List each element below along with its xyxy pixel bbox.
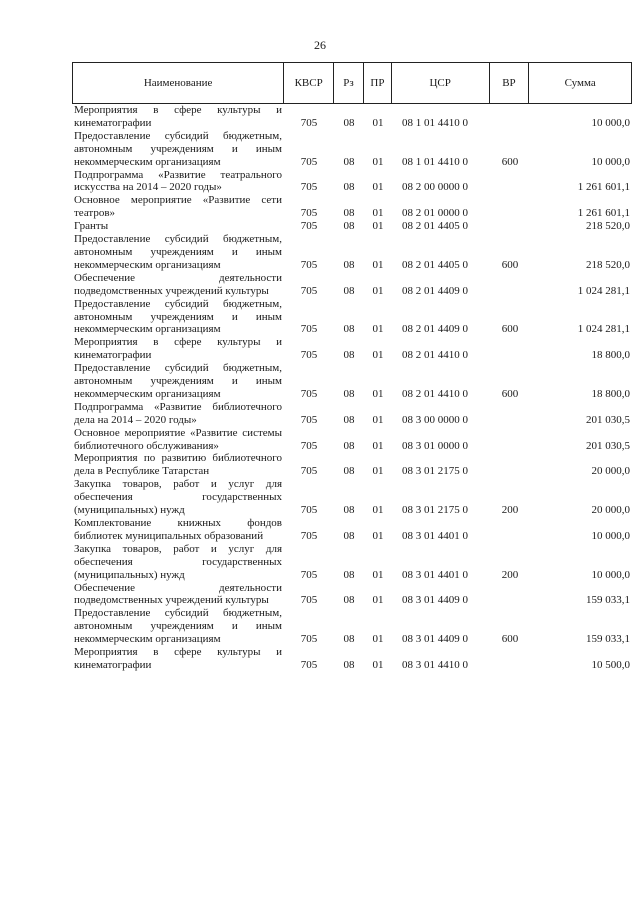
row-vr [490,582,530,608]
table-row [72,336,632,362]
row-kvsr: 705 [300,323,318,336]
row-sum: 159 033,1 [586,633,630,646]
row-vr: 600 [501,155,519,168]
row-vr [490,452,530,478]
row-kvsr: 705 [300,439,318,452]
header-rz: Рз [334,63,364,103]
row-kvsr: 705 [300,207,318,220]
table-row [72,233,632,272]
row-vr [490,336,530,362]
row-name: Предоставление субсидий бюджетным, автономным учреждениям и иным некоммерческим организациям [74,607,282,646]
row-kvsr: 705 [300,529,318,542]
row-pr: 01 [372,323,384,336]
row-sum: 18 800,0 [591,349,630,362]
row-pr: 01 [372,465,384,478]
table-row [72,194,632,220]
row-kvsr: 705 [300,568,318,581]
row-rz: 08 [343,284,355,297]
row-csr: 08 2 00 0000 0 [402,181,468,194]
row-csr: 08 3 01 2175 0 [402,465,468,478]
row-name: Подпрограмма «Развитие библиотечного дела на 2014 – 2020 годы» [74,400,282,426]
row-vr [490,104,530,130]
row-vr: 600 [501,323,519,336]
row-kvsr: 705 [300,349,318,362]
row-kvsr: 705 [300,658,318,671]
row-name: Предоставление субсидий бюджетным, автономным учреждениям и иным некоммерческим организациям [74,129,282,168]
row-sum: 1 024 281,1 [577,323,630,336]
table-row [72,401,632,427]
row-name: Предоставление субсидий бюджетным, автономным учреждениям и иным некоммерческим организациям [74,233,282,271]
table-row [72,130,632,169]
header-vr: ВР [490,63,530,103]
row-pr: 01 [372,207,384,220]
row-kvsr: 705 [300,594,318,607]
table-header [72,62,632,104]
row-sum: 18 800,0 [591,387,630,400]
row-rz: 08 [343,529,355,542]
row-name: Гранты [74,220,109,233]
table-row [72,104,632,130]
row-rz: 08 [343,323,355,336]
row-pr: 01 [372,181,384,194]
row-csr: 08 3 00 0000 0 [402,413,468,426]
row-vr [490,194,530,220]
row-pr: 01 [372,633,384,646]
header-csr: ЦСР [392,63,490,103]
row-rz: 08 [343,413,355,426]
row-rz: 08 [343,465,355,478]
row-name: Комплектование книжных фондов библиотек муниципальных образований [74,517,282,542]
row-pr: 01 [372,116,384,129]
row-csr: 08 3 01 2175 0 [402,504,468,517]
row-csr: 08 2 01 4409 0 [402,323,468,336]
table-row [72,452,632,478]
header-kvsr: КВСР [284,63,334,103]
header-pr: ПР [364,63,392,103]
row-pr: 01 [372,439,384,452]
row-kvsr: 705 [300,284,318,297]
row-kvsr: 705 [300,181,318,194]
header-name: Наименование [73,63,284,103]
table-row [72,607,632,646]
budget-table [72,62,632,672]
table-row [72,362,632,401]
table-row [72,427,632,453]
row-name: Подпрограмма «Развитие театрального искусства на 2014 – 2020 годы» [74,168,282,194]
row-name: Обеспечение деятельности подведомственных учреждений культуры [74,271,282,297]
row-csr: 08 3 01 4409 0 [402,594,468,607]
row-sum: 10 000,0 [591,155,630,168]
page-number: 26 [314,38,326,52]
row-pr: 01 [372,594,384,607]
row-kvsr: 705 [300,116,318,129]
row-name: Закупка товаров, работ и услуг для обеспечения государственных (муниципальных) нужд [74,542,282,581]
row-kvsr: 705 [300,387,318,400]
row-rz: 08 [343,155,355,168]
row-sum: 159 033,1 [586,594,630,607]
header-sum: Сумма [564,77,596,89]
table-row [72,298,632,337]
row-name: Мероприятия по развитию библиотечного дела в Республике Татарстан [74,452,282,478]
row-vr: 600 [501,387,519,400]
table-row [72,220,632,233]
table-row [72,169,632,195]
row-pr: 01 [372,155,384,168]
row-csr: 08 1 01 4410 0 [402,155,468,168]
row-csr: 08 2 01 4409 0 [402,284,468,297]
row-vr [490,401,530,427]
row-vr: 200 [501,504,519,517]
row-sum: 218 520,0 [586,258,630,271]
row-rz: 08 [343,116,355,129]
row-sum: 1 024 281,1 [577,284,630,297]
row-kvsr: 705 [300,413,318,426]
row-sum: 20 000,0 [591,504,630,517]
row-vr [490,220,530,233]
row-kvsr: 705 [300,220,318,233]
row-csr: 08 3 01 4401 0 [402,529,468,542]
row-kvsr: 705 [300,504,318,517]
row-kvsr: 705 [300,633,318,646]
table-row [72,517,632,543]
row-pr: 01 [372,529,384,542]
row-csr: 08 3 01 4409 0 [402,633,468,646]
row-rz: 08 [343,439,355,452]
row-kvsr: 705 [300,258,318,271]
row-kvsr: 705 [300,155,318,168]
row-vr: 200 [501,568,519,581]
row-sum: 1 261 601,1 [577,181,630,194]
row-sum: 10 500,0 [591,658,630,671]
row-vr [490,427,530,453]
row-rz: 08 [343,658,355,671]
row-sum: 10 000,0 [591,116,630,129]
row-rz: 08 [343,633,355,646]
row-rz: 08 [343,568,355,581]
row-vr [490,272,530,298]
row-pr: 01 [372,284,384,297]
row-pr: 01 [372,220,384,233]
row-name: Мероприятия в сфере культуры и кинематографии [74,646,282,671]
row-csr: 08 2 01 4410 0 [402,387,468,400]
row-sum: 201 030,5 [586,413,630,426]
row-rz: 08 [343,220,355,233]
row-name: Обеспечение деятельности подведомственных учреждений культуры [74,581,282,607]
row-csr: 08 1 01 4410 0 [402,116,468,129]
table-row [72,646,632,672]
row-name: Мероприятия в сфере культуры и кинематографии [74,336,282,362]
row-pr: 01 [372,387,384,400]
row-csr: 08 2 01 4405 0 [402,258,468,271]
row-csr: 08 2 01 4410 0 [402,349,468,362]
row-pr: 01 [372,504,384,517]
table-row [72,543,632,582]
row-csr: 08 2 01 4405 0 [402,220,468,233]
row-rz: 08 [343,387,355,400]
row-csr: 08 3 01 0000 0 [402,439,468,452]
row-name: Предоставление субсидий бюджетным, автономным учреждениям и иным некоммерческим организациям [74,297,282,336]
row-sum: 201 030,5 [586,439,630,452]
row-name: Мероприятия в сфере культуры и кинематографии [74,104,282,129]
row-vr [490,646,530,672]
row-rz: 08 [343,207,355,220]
row-rz: 08 [343,258,355,271]
row-csr: 08 3 01 4410 0 [402,658,468,671]
row-name: Закупка товаров, работ и услуг для обеспечения государственных (муниципальных) нужд [74,478,282,517]
row-kvsr: 705 [300,465,318,478]
row-name: Основное мероприятие «Развитие системы библиотечного обслуживания» [74,426,282,452]
row-name: Предоставление субсидий бюджетным, автономным учреждениям и иным некоммерческим организациям [74,362,282,400]
row-rz: 08 [343,181,355,194]
row-pr: 01 [372,568,384,581]
table-row [72,272,632,298]
row-pr: 01 [372,413,384,426]
row-csr: 08 3 01 4401 0 [402,568,468,581]
table-body [72,104,632,672]
row-sum: 20 000,0 [591,465,630,478]
row-name: Основное мероприятие «Развитие сети театров» [74,194,282,220]
row-vr [490,517,530,543]
row-vr: 600 [501,258,519,271]
row-rz: 08 [343,504,355,517]
row-vr [490,169,530,195]
row-pr: 01 [372,349,384,362]
row-sum: 10 000,0 [591,529,630,542]
row-sum: 1 261 601,1 [577,207,630,220]
row-pr: 01 [372,258,384,271]
row-rz: 08 [343,349,355,362]
row-rz: 08 [343,594,355,607]
table-row [72,478,632,517]
row-sum: 10 000,0 [591,568,630,581]
row-pr: 01 [372,658,384,671]
row-vr: 600 [501,633,519,646]
row-csr: 08 2 01 0000 0 [402,207,468,220]
table-row [72,582,632,608]
row-sum: 218 520,0 [586,220,630,233]
